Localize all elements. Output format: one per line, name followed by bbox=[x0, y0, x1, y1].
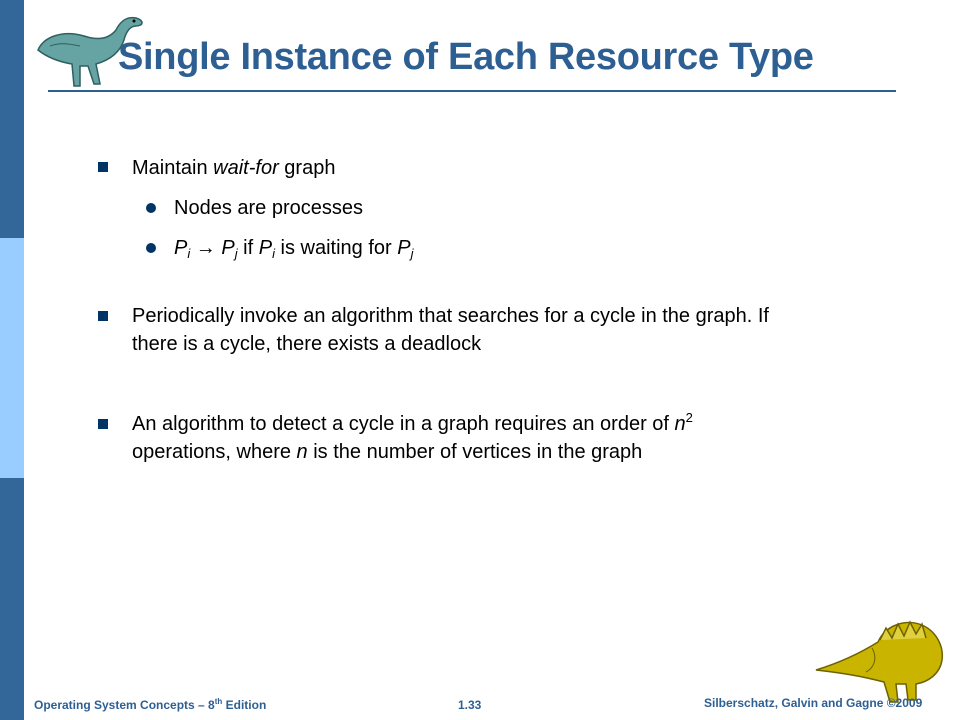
bullet-square-icon bbox=[98, 419, 108, 432]
arrow-icon: → bbox=[195, 237, 216, 259]
slide-title: Single Instance of Each Resource Type bbox=[118, 36, 814, 78]
bullet-3: An algorithm to detect a cycle in a graph requires an order of $n^2$ operations, where n is the number of vertices in the graph bbox=[132, 410, 693, 463]
sidebar-band-bottom bbox=[0, 478, 24, 720]
bullet-dot-icon bbox=[146, 243, 156, 253]
bullet-dot-icon bbox=[146, 203, 156, 213]
sub-bullet-1: Nodes are processes bbox=[174, 197, 363, 219]
footer-copyright: Silberschatz, Galvin and Gagne ©2009 bbox=[704, 696, 923, 710]
footer-book-title: Operating System Concepts – 8th Edition bbox=[34, 697, 267, 712]
sub-bullet-2: $P_i \to P_j$ if $P_i$ is waiting for $P_j$ bbox=[174, 237, 414, 261]
sidebar-band-light bbox=[0, 238, 24, 478]
bullet-1: Maintain wait-for graph bbox=[132, 157, 336, 179]
bullet-square-icon bbox=[98, 311, 108, 324]
bullet-2: Periodically invoke an algorithm that searches for a cycle in the graph. If there is a cycle, there exists a deadlock bbox=[132, 305, 769, 355]
title-divider bbox=[48, 90, 896, 92]
footer-page-number: 1.33 bbox=[458, 698, 482, 712]
bullet-square-icon bbox=[98, 162, 108, 175]
dinosaur-bottom-icon bbox=[812, 612, 952, 708]
